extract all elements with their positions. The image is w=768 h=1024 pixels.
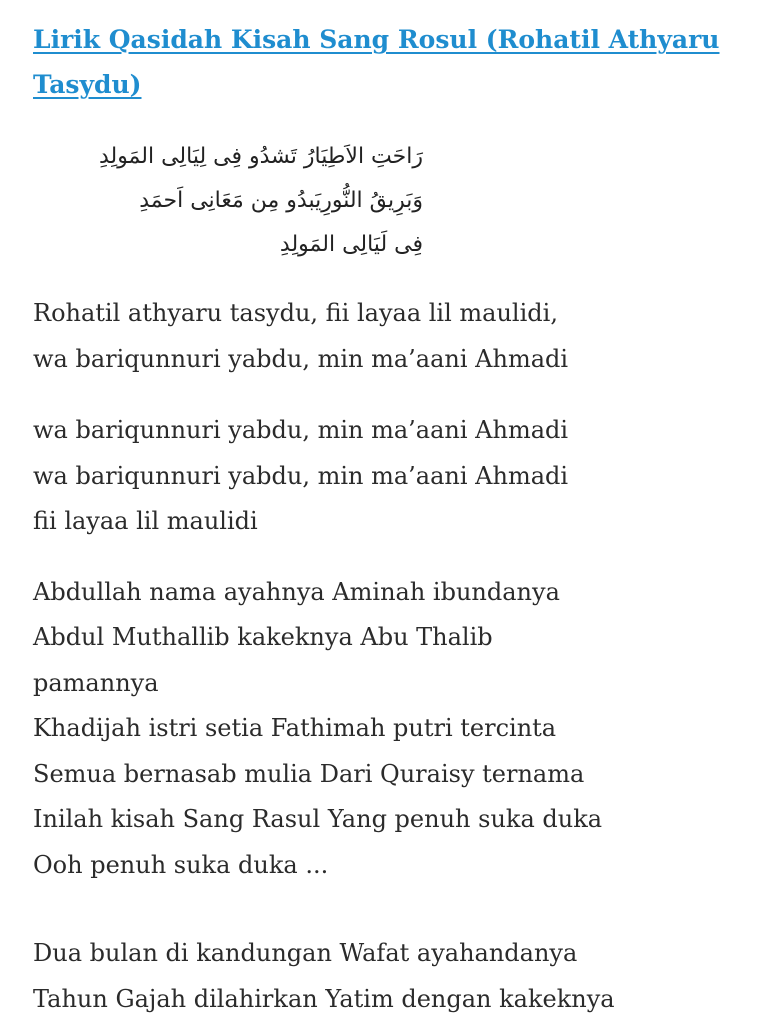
title-link[interactable]: Lirik Qasidah Kisah Sang Rosul (Rohatil Athyaru Tasydu) bbox=[33, 25, 720, 99]
lyric-line: Tahun Gajah dilahirkan Yatim dengan kakeknya bbox=[33, 984, 615, 1013]
lyric-line: Inilah kisah Sang Rasul Yang penuh suka duka bbox=[33, 805, 603, 833]
lyric-line: Dua bulan di kandungan Wafat ayahandanya bbox=[33, 939, 578, 967]
lyric-line: Abdullah nama ayahnya Aminah ibundanya bbox=[33, 577, 560, 606]
arabic-lyrics bbox=[33, 135, 423, 267]
lyric-line: Ooh penuh suka duka ... bbox=[33, 850, 329, 879]
arabic-line: فِى لَيَالِى المَولِدِ bbox=[279, 232, 423, 257]
lyric-line: Semua bernasab mulia Dari Quraisy ternama bbox=[33, 759, 585, 788]
lyric-line: fii layaa lil maulidi bbox=[33, 507, 258, 535]
lyric-line: Rohatil athyaru tasydu, fii layaa lil maulidi, bbox=[33, 299, 558, 327]
stanza-2 bbox=[33, 408, 768, 545]
lyric-line: wa bariqunnuri yabdu, min ma’aani Ahmadi bbox=[33, 416, 569, 444]
lyric-line: wa bariqunnuri yabdu, min ma’aani Ahmadi bbox=[33, 461, 569, 490]
arabic-line: وَبَرِيقُ النُّورِيَبدُو مِن مَعَانِى اَحمَدِ bbox=[139, 188, 423, 213]
arabic-line: رَاحَتِ الاَطِيَارُ تَشدُو فِى لِيَالِى المَولِدِ bbox=[98, 144, 423, 169]
stanza-4 bbox=[33, 931, 768, 1022]
lyric-line: Khadijah istri setia Fathimah putri tercinta bbox=[33, 714, 557, 742]
page-title[interactable] bbox=[33, 0, 733, 107]
stanza-3 bbox=[33, 570, 768, 889]
stanza-1 bbox=[33, 291, 768, 382]
lyric-line: wa bariqunnuri yabdu, min ma’aani Ahmadi bbox=[33, 344, 569, 373]
lyric-line: Abdul Muthallib kakeknya Abu Thalib pamannya bbox=[33, 623, 493, 697]
